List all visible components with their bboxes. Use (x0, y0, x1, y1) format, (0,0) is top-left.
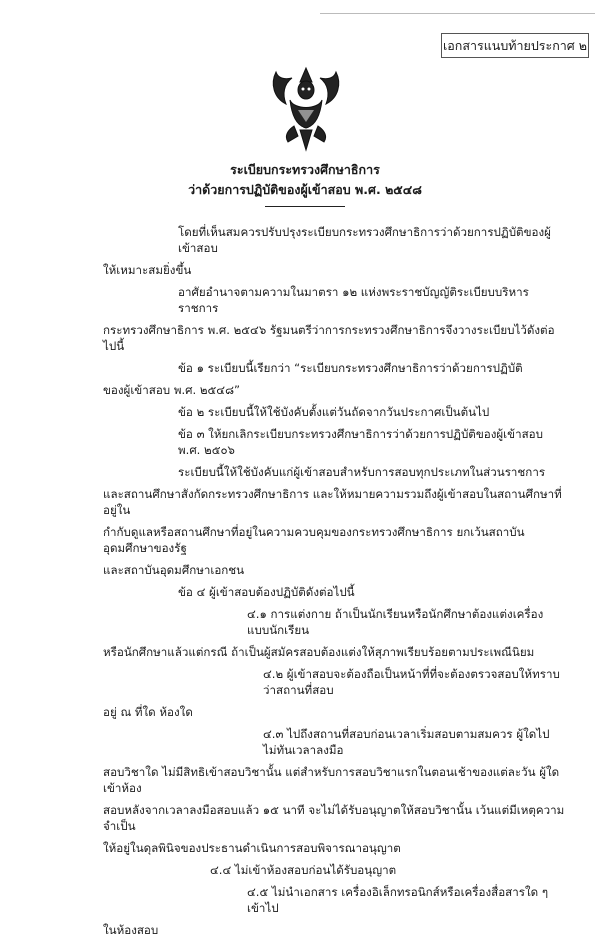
scan-edge-line (320, 13, 595, 14)
body-line: ข้อ ๓ ให้ยกเลิกระเบียบกระทรวงศึกษาธิการว่าด้วยการปฏิบัติของผู้เข้าสอบ พ.ศ. ๒๕๐๖ (178, 427, 543, 457)
body-line: ๔.๑ การแต่งกาย ถ้าเป็นนักเรียนหรือนักศึกษาต้องแต่งเครื่องแบบนักเรียน (247, 607, 544, 637)
body-line: ๔.๕ ไม่นำเอกสาร เครื่องอิเล็กทรอนิกส์หรือเครื่องสื่อสารใด ๆ เข้าไป (247, 885, 549, 915)
title-divider (265, 206, 345, 207)
body-line: ในห้องสอบ (103, 923, 159, 937)
body-line: กำกับดูแลหรือสถานศึกษาที่อยู่ในความควบคุมของกระทรวงศึกษาธิการ ยกเว้นสถาบันอุดมศึกษาของรัฐ (103, 525, 525, 555)
body-line: โดยที่เห็นสมควรปรับปรุงระเบียบกระทรวงศึกษาธิการว่าด้วยการปฏิบัติของผู้เข้าสอบ (178, 225, 551, 255)
body-line: ให้เหมาะสมยิ่งขึ้น (103, 263, 192, 277)
body-line: และสถาบันอุดมศึกษาเอกชน (103, 563, 245, 577)
body-line: ข้อ ๑ ระเบียบนี้เรียกว่า “ระเบียบกระทรวงศึกษาธิการว่าด้วยการปฏิบัติ (178, 361, 523, 375)
body-line: ให้อยู่ในดุลพินิจของประธานดำเนินการสอบพิจารณาอนุญาต (103, 841, 401, 855)
document-title: ระเบียบกระทรวงศึกษาธิการ (230, 162, 380, 177)
body-line: และสถานศึกษาสังกัดกระทรวงศึกษาธิการ และให้หมายความรวมถึงผู้เข้าสอบในสถานศึกษาที่อยู่ใน (103, 487, 562, 517)
body-line: ข้อ ๒ ระเบียบนี้ให้ใช้บังคับตั้งแต่วันถัดจากวันประกาศเป็นต้นไป (178, 405, 490, 419)
body-line: สอบหลังจากเวลาลงมือสอบแล้ว ๑๕ นาที จะไม่ได้รับอนุญาตให้สอบวิชานั้น เว้นแต่มีเหตุความจำเป็น (103, 803, 565, 833)
document-subtitle: ว่าด้วยการปฏิบัติของผู้เข้าสอบ พ.ศ. ๒๕๔๘ (188, 182, 422, 197)
body-line: อยู่ ณ ที่ใด ห้องใด (103, 705, 193, 719)
title-block (60, 160, 550, 207)
attachment-badge: เอกสารแนบท้ายประกาศ ๒ (441, 33, 589, 58)
body-line: ๔.๓ ไปถึงสถานที่สอบก่อนเวลาเริ่มสอบตามสมควร ผู้ใดไปไม่ทันเวลาลงมือ (263, 727, 550, 757)
body-line: ๔.๒ ผู้เข้าสอบจะต้องถือเป็นหน้าที่ที่จะต้องตรวจสอบให้ทราบว่าสถานที่สอบ (263, 667, 560, 697)
body-line: ระเบียบนี้ให้ใช้บังคับแก่ผู้เข้าสอบสำหรับการสอบทุกประเภทในส่วนราชการ (178, 465, 546, 479)
body-line: กระทรวงศึกษาธิการ พ.ศ. ๒๕๔๖ รัฐมนตรีว่าการกระทรวงศึกษาธิการจึงวางระเบียบไว้ดังต่อไปนี้ (103, 323, 555, 353)
garuda-emblem-icon (268, 64, 344, 152)
body-line: ๔.๔ ไม่เข้าห้องสอบก่อนได้รับอนุญาต (210, 863, 397, 877)
body-line: อาศัยอำนาจตามความในมาตรา ๑๒ แห่งพระราชบัญญัติระเบียบบริหารราชการ (178, 285, 529, 315)
body-line: ของผู้เข้าสอบ พ.ศ. ๒๕๔๘” (103, 383, 241, 397)
body-line: หรือนักศึกษาแล้วแต่กรณี ถ้าเป็นผู้สมัครสอบต้องแต่งให้สุภาพเรียบร้อยตามประเพณีนิยม (103, 645, 535, 659)
document-body (103, 224, 565, 944)
body-line: สอบวิชาใด ไม่มีสิทธิเข้าสอบวิชานั้น แต่สำหรับการสอบวิชาแรกในตอนเช้าของแต่ละวัน ผู้ใดเข้าห้อง (103, 765, 560, 795)
body-line: ข้อ ๔ ผู้เข้าสอบต้องปฏิบัติดังต่อไปนี้ (178, 585, 355, 599)
